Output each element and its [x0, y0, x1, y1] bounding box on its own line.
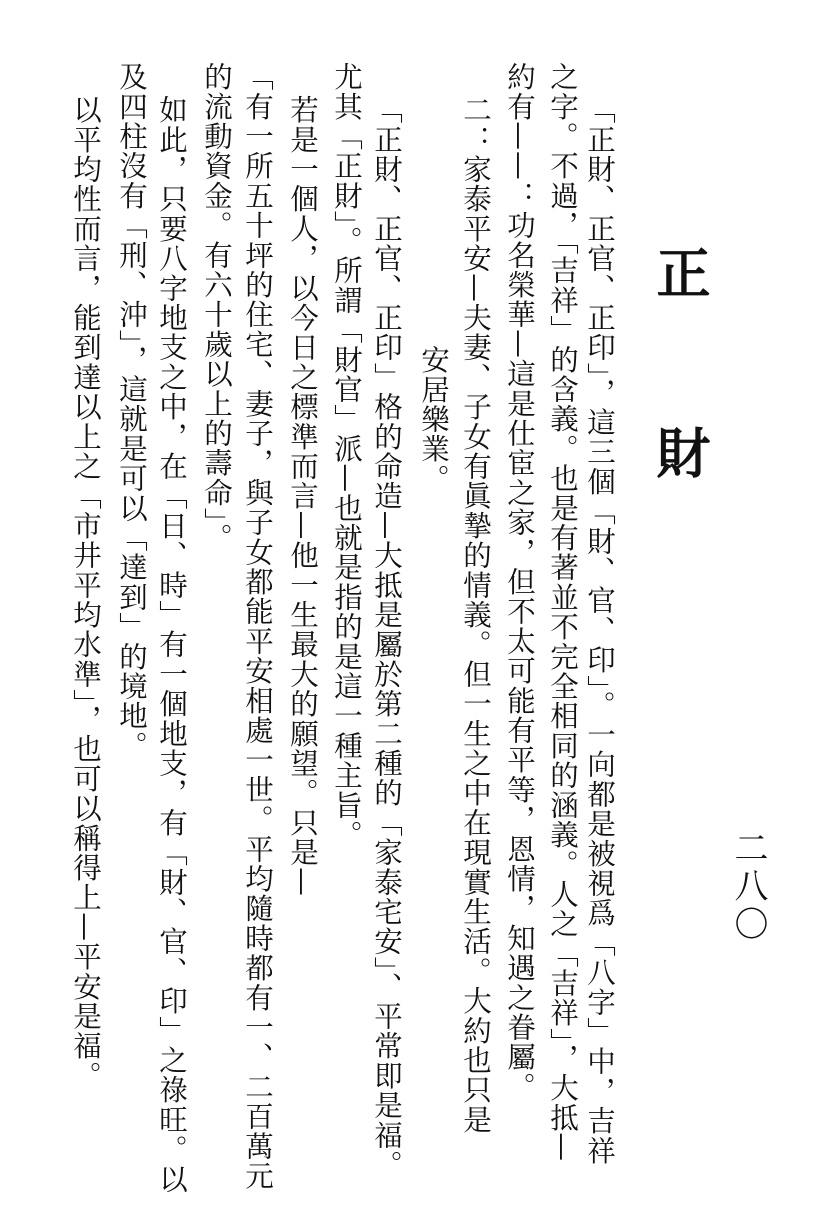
- paragraph-4-line-2: 及四柱沒有「刑、沖」，這就是可以「達到」的境地。: [115, 62, 148, 761]
- list-item-1: 約有——：功名榮華—這是仕宦之家，但不太可能有平等，恩情，知遇之眷屬。: [503, 62, 536, 1102]
- paragraph-2-line-2: 尤其「正財」。所謂「財官」派—也就是指的是這一種主旨。: [330, 62, 363, 850]
- paragraph-1-line-2: 之字。不過，「吉祥」的含義。也是有著並不完全相同的涵義。人之「吉祥」，大抵—: [546, 62, 579, 1163]
- paragraph-2-line-1: 「正財、正官、正印」格的命造—大抵是屬於第二種的「家泰宅安」、平常即是福。: [370, 95, 403, 1180]
- paragraph-3-line-1: 若是一個人，以今日之標準而言—他一生最大的願望。只是—: [286, 95, 319, 897]
- list-item-2: 二：家泰平安—夫妻、子女有眞摯的情義。但一生之中在現實生活。大約也只是: [459, 95, 492, 1135]
- paragraph-1-line-1: 「正財、正官、正印」，這三個「財、官、印」。一向都是被視爲「八字」中，吉祥: [583, 95, 616, 1166]
- chapter-title: 正 財: [648, 245, 712, 515]
- paragraph-4-line-1: 如此，只要八字地支之中，在「日、時」有一個地支，有「財、官、印」之祿旺。以: [155, 95, 188, 1194]
- list-item-2-continuation: 安居樂業。: [417, 345, 450, 494]
- paragraph-3-line-2: 「有一所五十坪的住宅、妻子，與子女都能平安相處一世。平均隨時都有一、二百萬元: [241, 62, 274, 1191]
- paragraph-3-line-3: 的流動資金。有六十歲以上的壽命」。: [200, 62, 233, 553]
- page-number: 二八〇: [728, 830, 768, 944]
- paragraph-5-line-1: 以平均性而言，能到達以上之「市井平均水準」，也可以稱得上—平安是福。: [69, 95, 102, 1091]
